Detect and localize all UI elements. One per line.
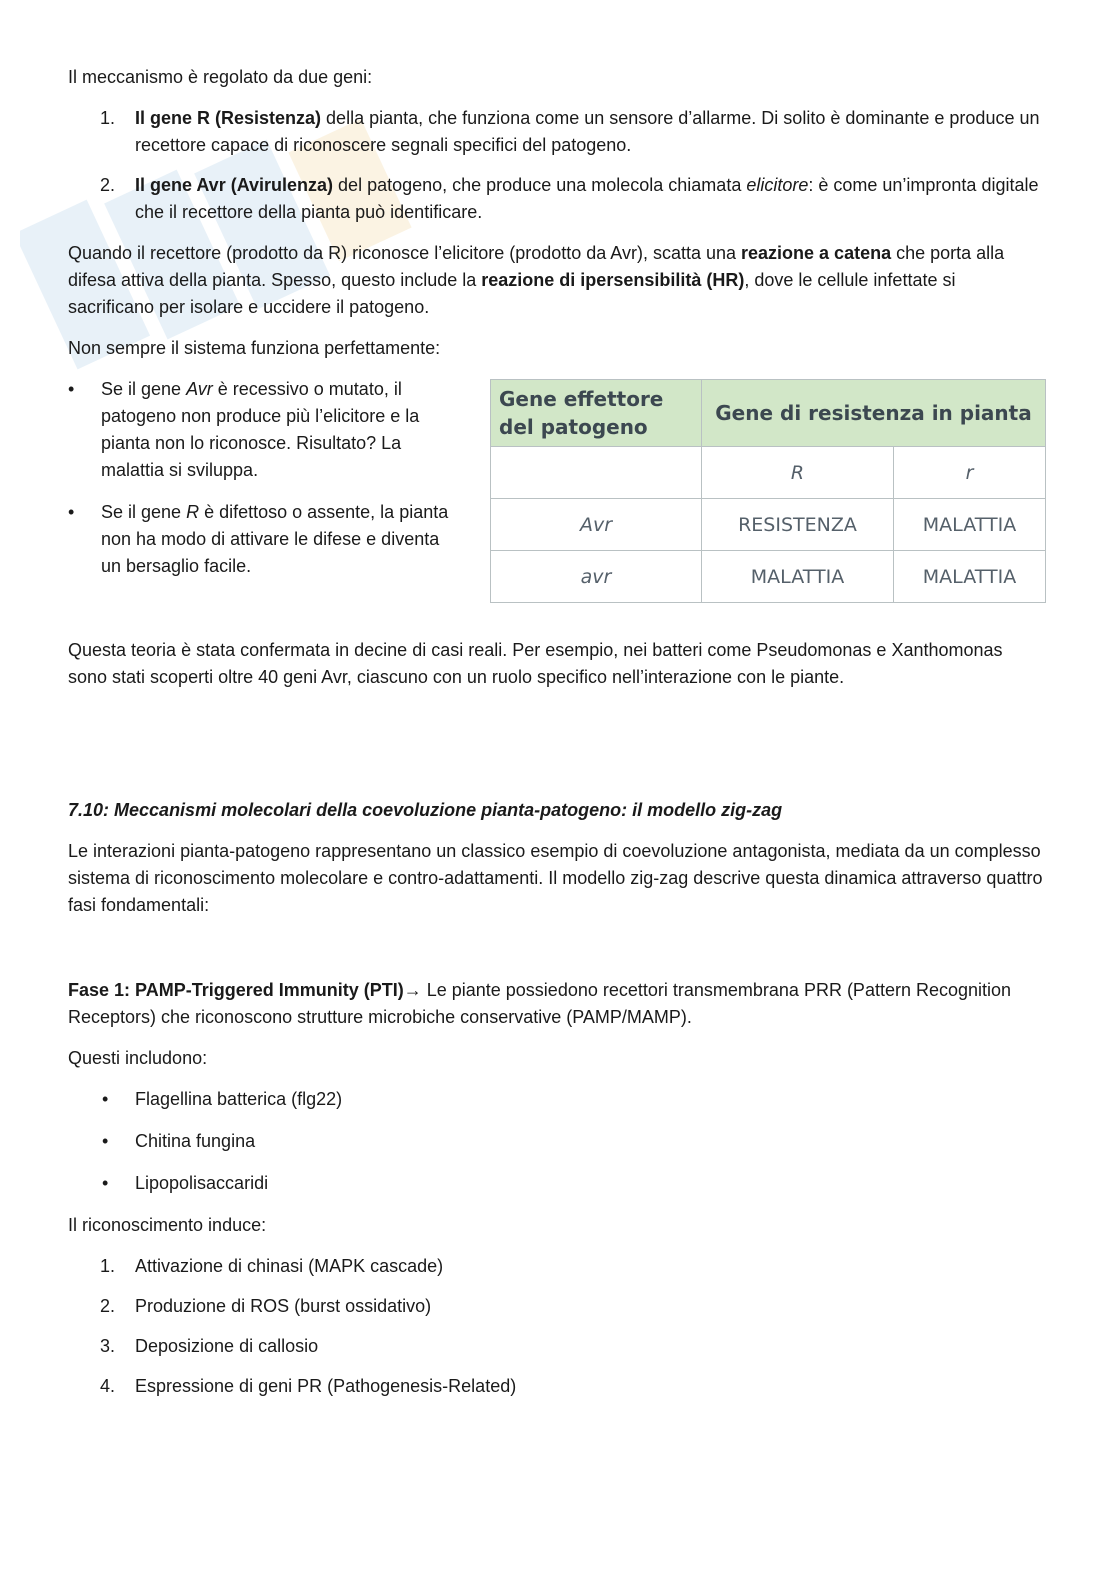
table-row-label: avr <box>491 551 702 603</box>
section-intro: Le interazioni pianta-patogeno rappresentano un classico esempio di coevoluzione antagonista, mediata da un complesso sistema di riconoscimento molecolare e contro-adattamenti. Il modello zig-zag descrive questa dinamica attraverso quattro fasi fondamentali: <box>68 841 1043 915</box>
list-item-text: Attivazione di chinasi (MAPK cascade) <box>135 1256 444 1276</box>
list-item-text: Espressione di geni PR (Pathogenesis-Related) <box>135 1376 517 1396</box>
table-cell-r-lower: r <box>893 447 1045 499</box>
confirmation-paragraph: Questa teoria è stata confermata in decine di casi reali. Per esempio, nei batteri come Pseudomonas e Xanthomonas sono stati scoperti oltre 40 geni Avr, ciascuno con un ruolo specifico nell’interazione con le piante. <box>68 640 1003 687</box>
text-span: che porta alla difesa attiva della pianta. Spesso, questo include la <box>68 243 1005 290</box>
intro-text: Il meccanismo è regolato da due geni: <box>68 67 373 87</box>
phase1-text: Le piante possiedono recettori transmembrana PRR (Pattern Recognition Receptors) che riconoscono strutture microbiche conservative (PAMP/MAMP). <box>68 980 1012 1027</box>
bold-term: reazione di ipersensibilità (HR) <box>481 270 745 290</box>
table-row <box>491 447 1046 499</box>
list-number: 3. <box>100 1336 116 1356</box>
gene-name: Avr <box>186 379 213 399</box>
arrow-right-icon: → <box>403 980 422 1000</box>
gene-name: R <box>186 502 200 522</box>
gene-r-title: Il gene R (Resistenza) <box>135 108 322 128</box>
bold-term: reazione a catena <box>741 243 892 263</box>
list-item <box>68 1170 1046 1197</box>
list-item-text: Lipopolisaccaridi <box>135 1173 269 1193</box>
list-item <box>68 172 1046 226</box>
table-cell: MALATTIA <box>893 499 1045 551</box>
text-span: , dove le cellule infettate si sacrificano per isolare e uccidere il patogeno. <box>68 270 956 317</box>
section-title: 7.10: Meccanismi molecolari della coevoluzione pianta-patogeno: il modello zig-zag <box>68 800 783 820</box>
list-item-text: Flagellina batterica (flg22) <box>135 1089 343 1109</box>
table-cell-r: R <box>702 447 894 499</box>
chain-reaction-paragraph <box>68 240 1046 321</box>
gene-r-text: della pianta, che funziona come un sensore d’allarme. Di solito è dominante e produce un recettore capace di riconoscere segnali specifici del patogeno. <box>135 108 1040 155</box>
genes-list <box>68 105 1046 226</box>
list-item <box>68 1293 1046 1320</box>
table-cell: MALATTIA <box>702 551 894 603</box>
not-always-text: Non sempre il sistema funziona perfettamente: <box>68 338 441 358</box>
text-span: Se il gene <box>101 379 187 399</box>
gene-avr-text-end: : è come un’impronta digitale che il recettore della pianta può identificare. <box>135 175 1039 222</box>
text-span: è recessivo o mutato, il patogeno non produce più l’elicitore e la pianta non lo riconosce. Risultato? La malattia si sviluppa. <box>101 379 420 480</box>
cases-column <box>68 376 458 595</box>
table-header-row <box>491 380 1046 447</box>
cases-list <box>68 376 458 580</box>
list-item <box>68 499 458 580</box>
list-item-text: Produzione di ROS (burst ossidativo) <box>135 1296 432 1316</box>
phase1-title: Fase 1: PAMP-Triggered Immunity (PTI) <box>68 980 404 1000</box>
bullet-icon: • <box>102 1089 109 1109</box>
bullet-icon: • <box>102 1131 109 1151</box>
table-cell: RESISTENZA <box>702 499 894 551</box>
list-item-text: Deposizione di callosio <box>135 1336 319 1356</box>
bullet-icon: • <box>68 502 75 522</box>
bullet-icon: • <box>68 379 75 399</box>
list-item <box>68 1253 1046 1280</box>
table-row-label: Avr <box>491 499 702 551</box>
list-number: 1. <box>100 108 116 128</box>
list-item-text: Chitina fungina <box>135 1131 256 1151</box>
cases-and-table <box>68 376 1046 603</box>
list-number: 4. <box>100 1376 116 1396</box>
induces-list <box>68 1253 1046 1400</box>
list-number: 2. <box>100 175 116 195</box>
list-item <box>68 1373 1046 1400</box>
list-item <box>68 105 1046 159</box>
list-item <box>68 1086 1046 1113</box>
document-page <box>68 64 1046 1414</box>
list-number: 2. <box>100 1296 116 1316</box>
text-span: Quando il recettore (prodotto da R) riconosce l’elicitore (prodotto da Avr), scatta una <box>68 243 742 263</box>
table-row <box>491 551 1046 603</box>
phase1-paragraph <box>68 977 1046 1031</box>
includes-label: Questi includono: <box>68 1048 208 1068</box>
text-span: è difettoso o assente, la pianta non ha modo di attivare le difese e diventa un bersaglio facile. <box>101 502 449 576</box>
header-resistance-gene: Gene di resistenza in pianta <box>702 380 1046 447</box>
list-item <box>68 1128 1046 1155</box>
includes-list <box>68 1086 1046 1197</box>
table-row <box>491 499 1046 551</box>
list-item <box>68 1333 1046 1360</box>
induces-label: Il riconoscimento induce: <box>68 1215 267 1235</box>
gene-avr-text: del patogeno, che produce una molecola chiamata <box>333 175 747 195</box>
header-pathogen-gene: Gene effettore del patogeno <box>491 380 702 447</box>
list-item <box>68 376 458 484</box>
elicitor-term: elicitore <box>746 175 809 195</box>
table-cell: MALATTIA <box>893 551 1045 603</box>
gene-interaction-table <box>490 379 1046 603</box>
bullet-icon: • <box>102 1173 109 1193</box>
text-span: Se il gene <box>101 502 187 522</box>
gene-avr-title: Il gene Avr (Avirulenza) <box>135 175 334 195</box>
table-cell-empty <box>491 447 702 499</box>
list-number: 1. <box>100 1256 116 1276</box>
